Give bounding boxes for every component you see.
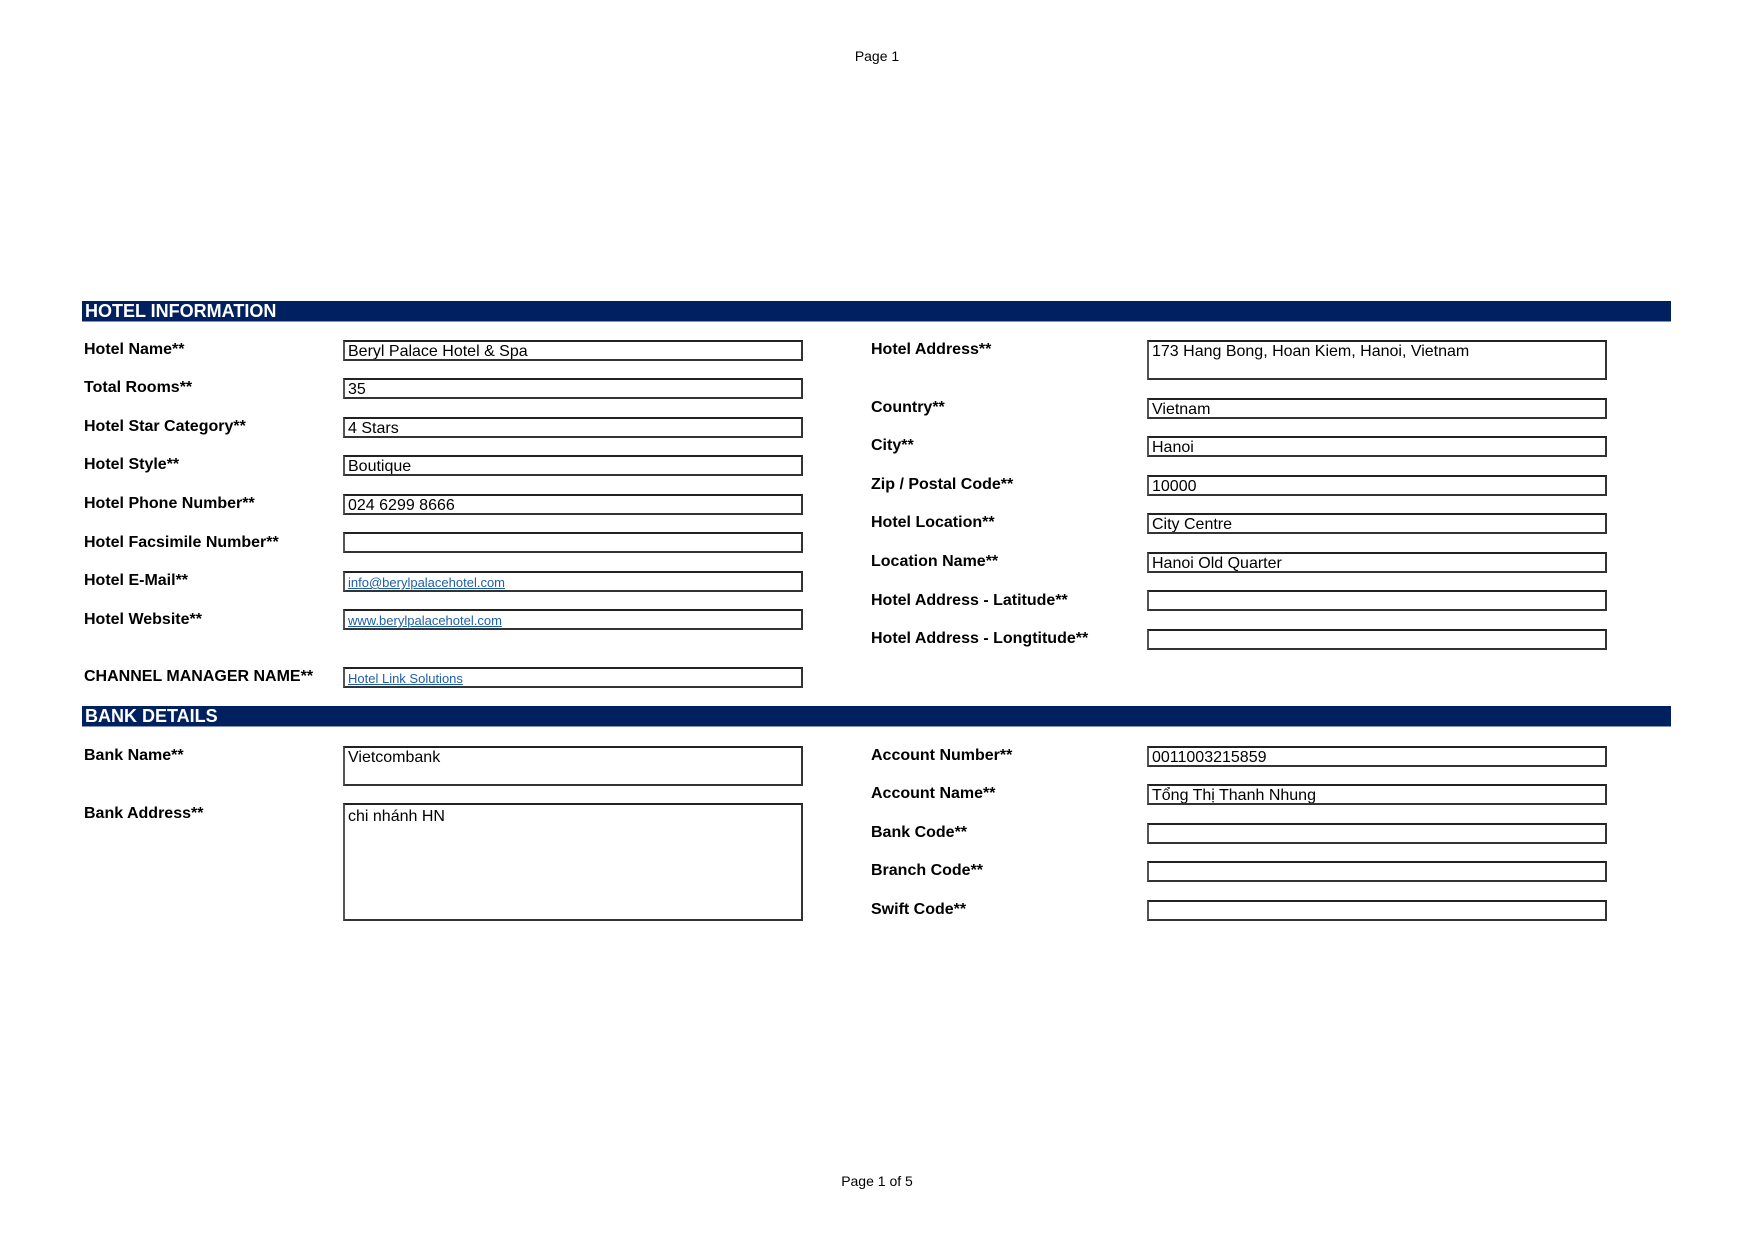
section-header-bank-details: BANK DETAILS [82,706,1671,727]
label-account-number: Account Number** [871,747,1013,764]
page-footer-number: Page 1 of 5 [841,1173,913,1189]
hotel-name-field[interactable]: Beryl Palace Hotel & Spa [343,340,803,361]
label-account-name: Account Name** [871,785,996,802]
zip-postal-code-field[interactable]: 10000 [1147,475,1607,496]
label-hotel-address: Hotel Address** [871,341,992,358]
hotel-email-link[interactable]: info@berylpalacehotel.com [343,571,803,592]
label-channel-manager-name: CHANNEL MANAGER NAME** [84,668,314,685]
branch-code-field[interactable] [1147,861,1607,882]
hotel-phone-number-field[interactable]: 024 6299 8666 [343,494,803,515]
label-branch-code: Branch Code** [871,862,984,879]
bank-name-field[interactable]: Vietcombank [343,746,803,786]
location-name-field[interactable]: Hanoi Old Quarter [1147,552,1607,573]
bank-code-field[interactable] [1147,823,1607,844]
label-city: City** [871,437,914,454]
label-hotel-star-category: Hotel Star Category** [84,418,246,435]
hotel-star-category-field[interactable]: 4 Stars [343,417,803,438]
hotel-address-latitude-field[interactable] [1147,590,1607,611]
label-location-name: Location Name** [871,553,999,570]
label-swift-code: Swift Code** [871,901,967,918]
label-hotel-website: Hotel Website** [84,611,202,628]
hotel-style-field[interactable]: Boutique [343,455,803,476]
label-total-rooms: Total Rooms** [84,379,193,396]
label-hotel-facsimile-number: Hotel Facsimile Number** [84,534,279,551]
label-hotel-style: Hotel Style** [84,456,180,473]
total-rooms-field[interactable]: 35 [343,378,803,399]
hotel-website-link[interactable]: www.berylpalacehotel.com [343,609,803,630]
city-field[interactable]: Hanoi [1147,436,1607,457]
label-hotel-phone-number: Hotel Phone Number** [84,495,255,512]
section-header-hotel-information: HOTEL INFORMATION [82,301,1671,322]
swift-code-field[interactable] [1147,900,1607,921]
page-header-number: Page 1 [854,48,900,64]
label-hotel-email: Hotel E-Mail** [84,572,189,589]
country-field[interactable]: Vietnam [1147,398,1607,419]
hotel-address-field[interactable]: 173 Hang Bong, Hoan Kiem, Hanoi, Vietnam [1147,340,1607,380]
account-name-field[interactable]: Tổng Thị Thanh Nhung [1147,784,1607,805]
label-hotel-location: Hotel Location** [871,514,995,531]
label-bank-address: Bank Address** [84,805,204,822]
label-bank-name: Bank Name** [84,747,184,764]
label-hotel-name: Hotel Name** [84,341,185,358]
label-hotel-address-latitude: Hotel Address - Latitude** [871,592,1068,609]
label-bank-code: Bank Code** [871,824,968,841]
hotel-facsimile-number-field[interactable] [343,532,803,553]
hotel-address-longitude-field[interactable] [1147,629,1607,650]
label-hotel-address-longitude: Hotel Address - Longtitude** [871,630,1089,647]
label-country: Country** [871,399,945,416]
bank-address-field[interactable]: chi nhánh HN [343,803,803,921]
channel-manager-name-link[interactable]: Hotel Link Solutions [343,667,803,688]
hotel-location-field[interactable]: City Centre [1147,513,1607,534]
label-zip-postal-code: Zip / Postal Code** [871,476,1014,493]
account-number-field[interactable]: 0011003215859 [1147,746,1607,767]
